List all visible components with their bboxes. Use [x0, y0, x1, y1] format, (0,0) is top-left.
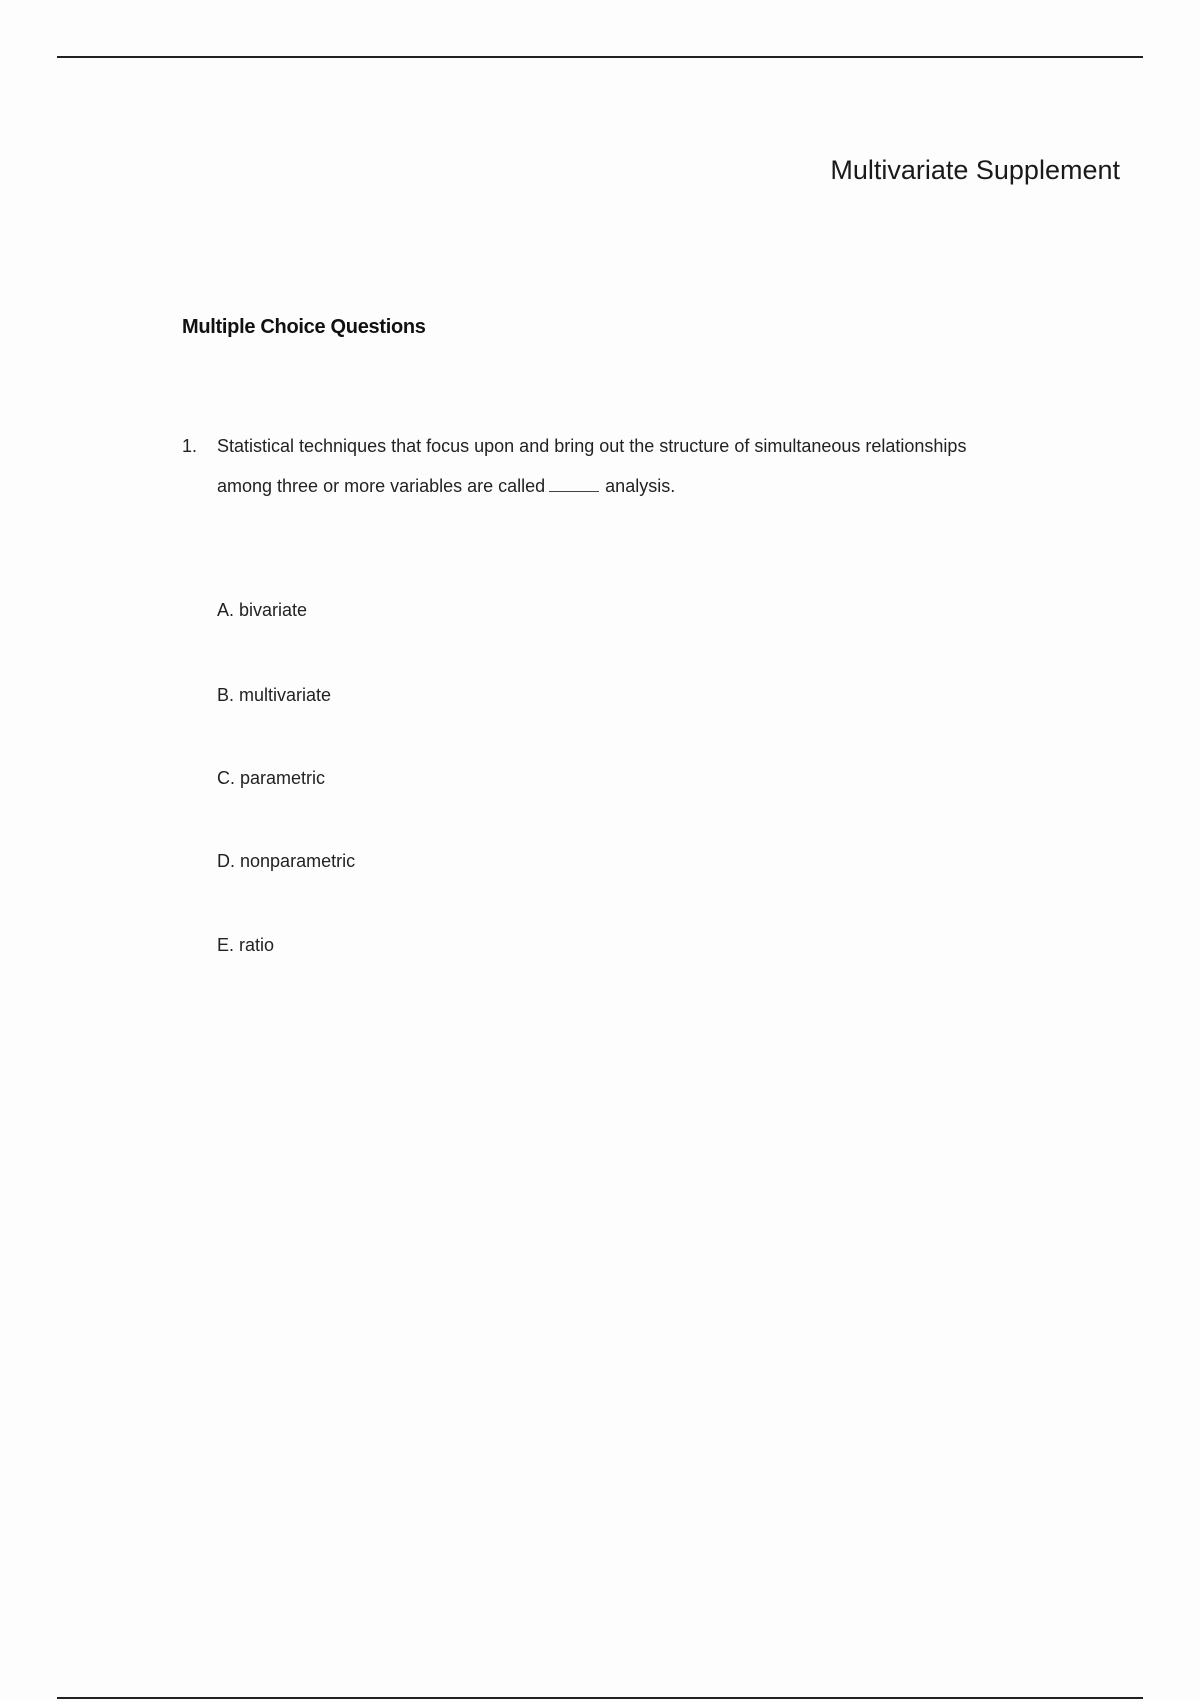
answer-option-a	[217, 598, 307, 622]
option-letter: D.	[217, 851, 235, 871]
answer-option-b	[217, 683, 331, 707]
answer-option-e	[217, 933, 274, 957]
option-letter: A.	[217, 600, 235, 620]
question-text-before-blank: Statistical techniques that focus upon and bring out the structure of simultaneous relationships among three or more variables are called	[217, 436, 967, 496]
section-heading: Multiple Choice Questions	[182, 316, 426, 338]
question-text-after-blank: analysis.	[605, 476, 676, 496]
answer-option-d	[217, 849, 355, 873]
option-letter: C.	[217, 768, 235, 788]
option-text: bivariate	[239, 600, 308, 620]
option-text: ratio	[239, 935, 275, 955]
option-letter: B.	[217, 685, 235, 705]
option-letter: E.	[217, 935, 235, 955]
bottom-divider	[57, 1697, 1143, 1699]
option-text: multivariate	[239, 685, 332, 705]
top-divider	[57, 56, 1143, 58]
question-number: 1.	[182, 436, 198, 456]
answer-option-c	[217, 766, 325, 790]
option-text: nonparametric	[240, 851, 356, 871]
question-text	[217, 426, 997, 506]
option-text: parametric	[240, 768, 326, 788]
document-title: Multivariate Supplement	[830, 155, 1120, 185]
answer-blank	[549, 491, 599, 492]
